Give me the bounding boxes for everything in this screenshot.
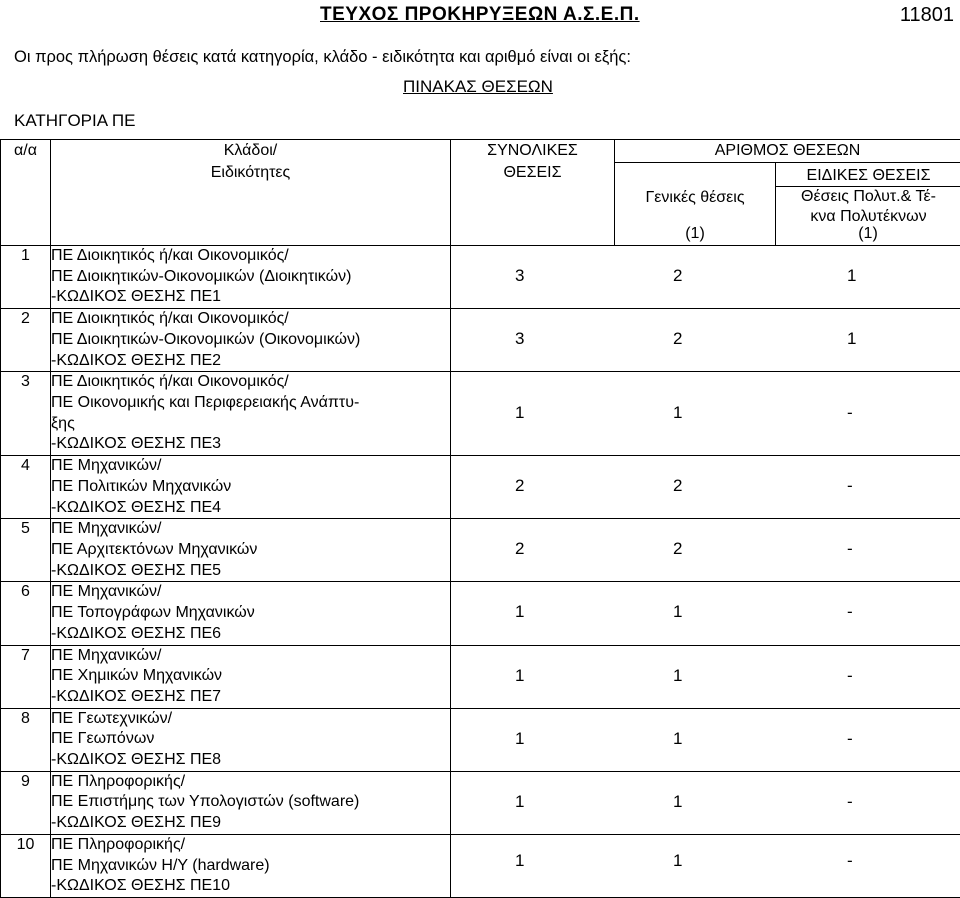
row-total: 1 — [515, 729, 524, 749]
table-row — [1, 246, 960, 309]
row-values — [451, 519, 960, 582]
specialty-line: ΠΕ Πολιτικών Μηχανικών — [51, 477, 450, 498]
row-number: 4 — [1, 456, 51, 519]
row-total: 1 — [515, 666, 524, 686]
row-number: 2 — [1, 309, 51, 372]
header-count-split — [615, 163, 960, 246]
table-row — [1, 309, 960, 372]
specialty-line: -ΚΩΔΙΚΟΣ ΘΕΣΗΣ ΠΕ3 — [51, 434, 450, 455]
row-total: 1 — [515, 792, 524, 812]
row-general: 2 — [673, 329, 682, 349]
row-special: - — [847, 403, 853, 423]
row-total: 1 — [515, 602, 524, 622]
row-total: 3 — [515, 266, 524, 286]
row-total: 2 — [515, 476, 524, 496]
row-general: 1 — [673, 851, 682, 871]
row-total: 3 — [515, 329, 524, 349]
row-special: 1 — [847, 329, 856, 349]
specialty-line: -ΚΩΔΙΚΟΣ ΘΕΣΗΣ ΠΕ8 — [51, 750, 450, 771]
header-special-sub-line2: κνα Πολυτέκνων — [776, 207, 960, 227]
row-values — [451, 771, 960, 834]
row-values — [451, 645, 960, 708]
row-number: 8 — [1, 708, 51, 771]
table-header-row — [1, 140, 960, 163]
row-values — [451, 582, 960, 645]
row-special: 1 — [847, 266, 856, 286]
header-special-note: (1) — [775, 225, 960, 243]
specialty-line: ΠΕ Τοπογράφων Μηχανικών — [51, 603, 450, 624]
specialty-line: -ΚΩΔΙΚΟΣ ΘΕΣΗΣ ΠΕ6 — [51, 624, 450, 645]
specialty-line: ξης — [51, 414, 450, 435]
page-header — [0, 4, 960, 26]
specialty-line: ΠΕ Αρχιτεκτόνων Μηχανικών — [51, 540, 450, 561]
row-specialty — [51, 456, 451, 519]
table-row — [1, 834, 960, 897]
table-row — [1, 582, 960, 645]
specialty-line: -ΚΩΔΙΚΟΣ ΘΕΣΗΣ ΠΕ10 — [51, 876, 450, 897]
row-general: 1 — [673, 602, 682, 622]
table-title: ΠΙΝΑΚΑΣ ΘΕΣΕΩΝ — [403, 77, 553, 97]
row-total: 2 — [515, 539, 524, 559]
row-special: - — [847, 476, 853, 496]
table-row — [1, 771, 960, 834]
table-row — [1, 372, 960, 456]
header-total-line2: ΘΕΣΕΙΣ — [451, 162, 614, 184]
row-number: 3 — [1, 372, 51, 456]
specialty-line: ΠΕ Μηχανικών Η/Υ (hardware) — [51, 856, 450, 877]
specialty-line: ΠΕ Διοικητικός ή/και Οικονομικός/ — [51, 309, 450, 330]
specialty-line: -ΚΩΔΙΚΟΣ ΘΕΣΗΣ ΠΕ7 — [51, 687, 450, 708]
row-special: - — [847, 729, 853, 749]
row-specialty — [51, 582, 451, 645]
header-count-label: ΑΡΙΘΜΟΣ ΘΕΣΕΩΝ — [715, 142, 861, 159]
row-general: 1 — [673, 666, 682, 686]
table-row — [1, 519, 960, 582]
row-number: 10 — [1, 834, 51, 897]
row-specialty — [51, 708, 451, 771]
row-general: 2 — [673, 539, 682, 559]
row-specialty — [51, 645, 451, 708]
specialty-line: ΠΕ Μηχανικών/ — [51, 646, 450, 667]
positions-table — [0, 139, 960, 898]
row-values — [451, 309, 960, 372]
header-aa-label: α/α — [14, 142, 37, 159]
row-special: - — [847, 792, 853, 812]
row-number: 6 — [1, 582, 51, 645]
row-general: 2 — [673, 266, 682, 286]
table-body — [1, 246, 960, 898]
specialty-line: ΠΕ Μηχανικών/ — [51, 582, 450, 603]
header-branch-line1: Κλάδοι/ — [51, 140, 450, 162]
specialty-line: ΠΕ Πληροφορικής/ — [51, 835, 450, 856]
specialty-line: -ΚΩΔΙΚΟΣ ΘΕΣΗΣ ΠΕ2 — [51, 351, 450, 372]
header-branch — [51, 140, 451, 246]
specialty-line: -ΚΩΔΙΚΟΣ ΘΕΣΗΣ ΠΕ5 — [51, 561, 450, 582]
row-values — [451, 372, 960, 456]
category-label: ΚΑΤΗΓΟΡΙΑ ΠΕ — [14, 111, 135, 131]
page-number: 11801 — [900, 4, 954, 27]
row-special: - — [847, 602, 853, 622]
row-specialty — [51, 372, 451, 456]
header-special-sub-line1: Θέσεις Πολυτ.& Τέ- — [776, 187, 960, 207]
specialty-line: -ΚΩΔΙΚΟΣ ΘΕΣΗΣ ΠΕ9 — [51, 813, 450, 834]
row-number: 9 — [1, 771, 51, 834]
header-count — [615, 140, 960, 163]
row-specialty — [51, 246, 451, 309]
row-specialty — [51, 771, 451, 834]
row-special: - — [847, 539, 853, 559]
table-row — [1, 456, 960, 519]
specialty-line: ΠΕ Μηχανικών/ — [51, 519, 450, 540]
row-general: 1 — [673, 792, 682, 812]
row-specialty — [51, 834, 451, 897]
row-number: 1 — [1, 246, 51, 309]
row-total: 1 — [515, 851, 524, 871]
specialty-line: ΠΕ Διοικητικός ή/και Οικονομικός/ — [51, 372, 450, 393]
specialty-line: -ΚΩΔΙΚΟΣ ΘΕΣΗΣ ΠΕ1 — [51, 287, 450, 308]
specialty-line: ΠΕ Οικονομικής και Περιφερειακής Ανάπτυ- — [51, 393, 450, 414]
specialty-line: ΠΕ Διοικητικών-Οικονομικών (Οικονομικών) — [51, 330, 450, 351]
header-special-title: ΕΙΔΙΚΕΣ ΘΕΣΕΙΣ — [776, 163, 960, 187]
table-row — [1, 645, 960, 708]
header-total — [451, 140, 615, 246]
header-aa — [1, 140, 51, 246]
header-branch-line2: Ειδικότητες — [51, 162, 450, 184]
specialty-line: ΠΕ Επιστήμης των Υπολογιστών (software) — [51, 792, 450, 813]
specialty-line: ΠΕ Διοικητικών-Οικονομικών (Διοικητικών) — [51, 267, 450, 288]
specialty-line: ΠΕ Διοικητικός ή/και Οικονομικός/ — [51, 246, 450, 267]
row-general: 2 — [673, 476, 682, 496]
row-number: 7 — [1, 645, 51, 708]
specialty-line: ΠΕ Χημικών Μηχανικών — [51, 666, 450, 687]
row-total: 1 — [515, 403, 524, 423]
publication-title: ΤΕΥΧΟΣ ΠΡΟΚΗΡΥΞΕΩΝ Α.Σ.Ε.Π. — [320, 4, 640, 26]
table-row — [1, 708, 960, 771]
row-values — [451, 708, 960, 771]
header-general: Γενικές θέσεις — [615, 189, 775, 207]
row-values — [451, 246, 960, 309]
row-number: 5 — [1, 519, 51, 582]
header-total-line1: ΣΥΝΟΛΙΚΕΣ — [451, 140, 614, 162]
specialty-line: ΠΕ Γεωτεχνικών/ — [51, 709, 450, 730]
specialty-line: ΠΕ Πληροφορικής/ — [51, 772, 450, 793]
row-special: - — [847, 851, 853, 871]
specialty-line: ΠΕ Γεωπόνων — [51, 729, 450, 750]
row-specialty — [51, 519, 451, 582]
specialty-line: ΠΕ Μηχανικών/ — [51, 456, 450, 477]
row-general: 1 — [673, 403, 682, 423]
row-general: 1 — [673, 729, 682, 749]
intro-text: Οι προς πλήρωση θέσεις κατά κατηγορία, κλάδο - ειδικότητα και αριθμό είναι οι εξής: — [14, 48, 631, 67]
row-special: - — [847, 666, 853, 686]
row-specialty — [51, 309, 451, 372]
row-values — [451, 456, 960, 519]
header-general-note: (1) — [615, 225, 775, 243]
row-values — [451, 834, 960, 897]
specialty-line: -ΚΩΔΙΚΟΣ ΘΕΣΗΣ ΠΕ4 — [51, 498, 450, 519]
